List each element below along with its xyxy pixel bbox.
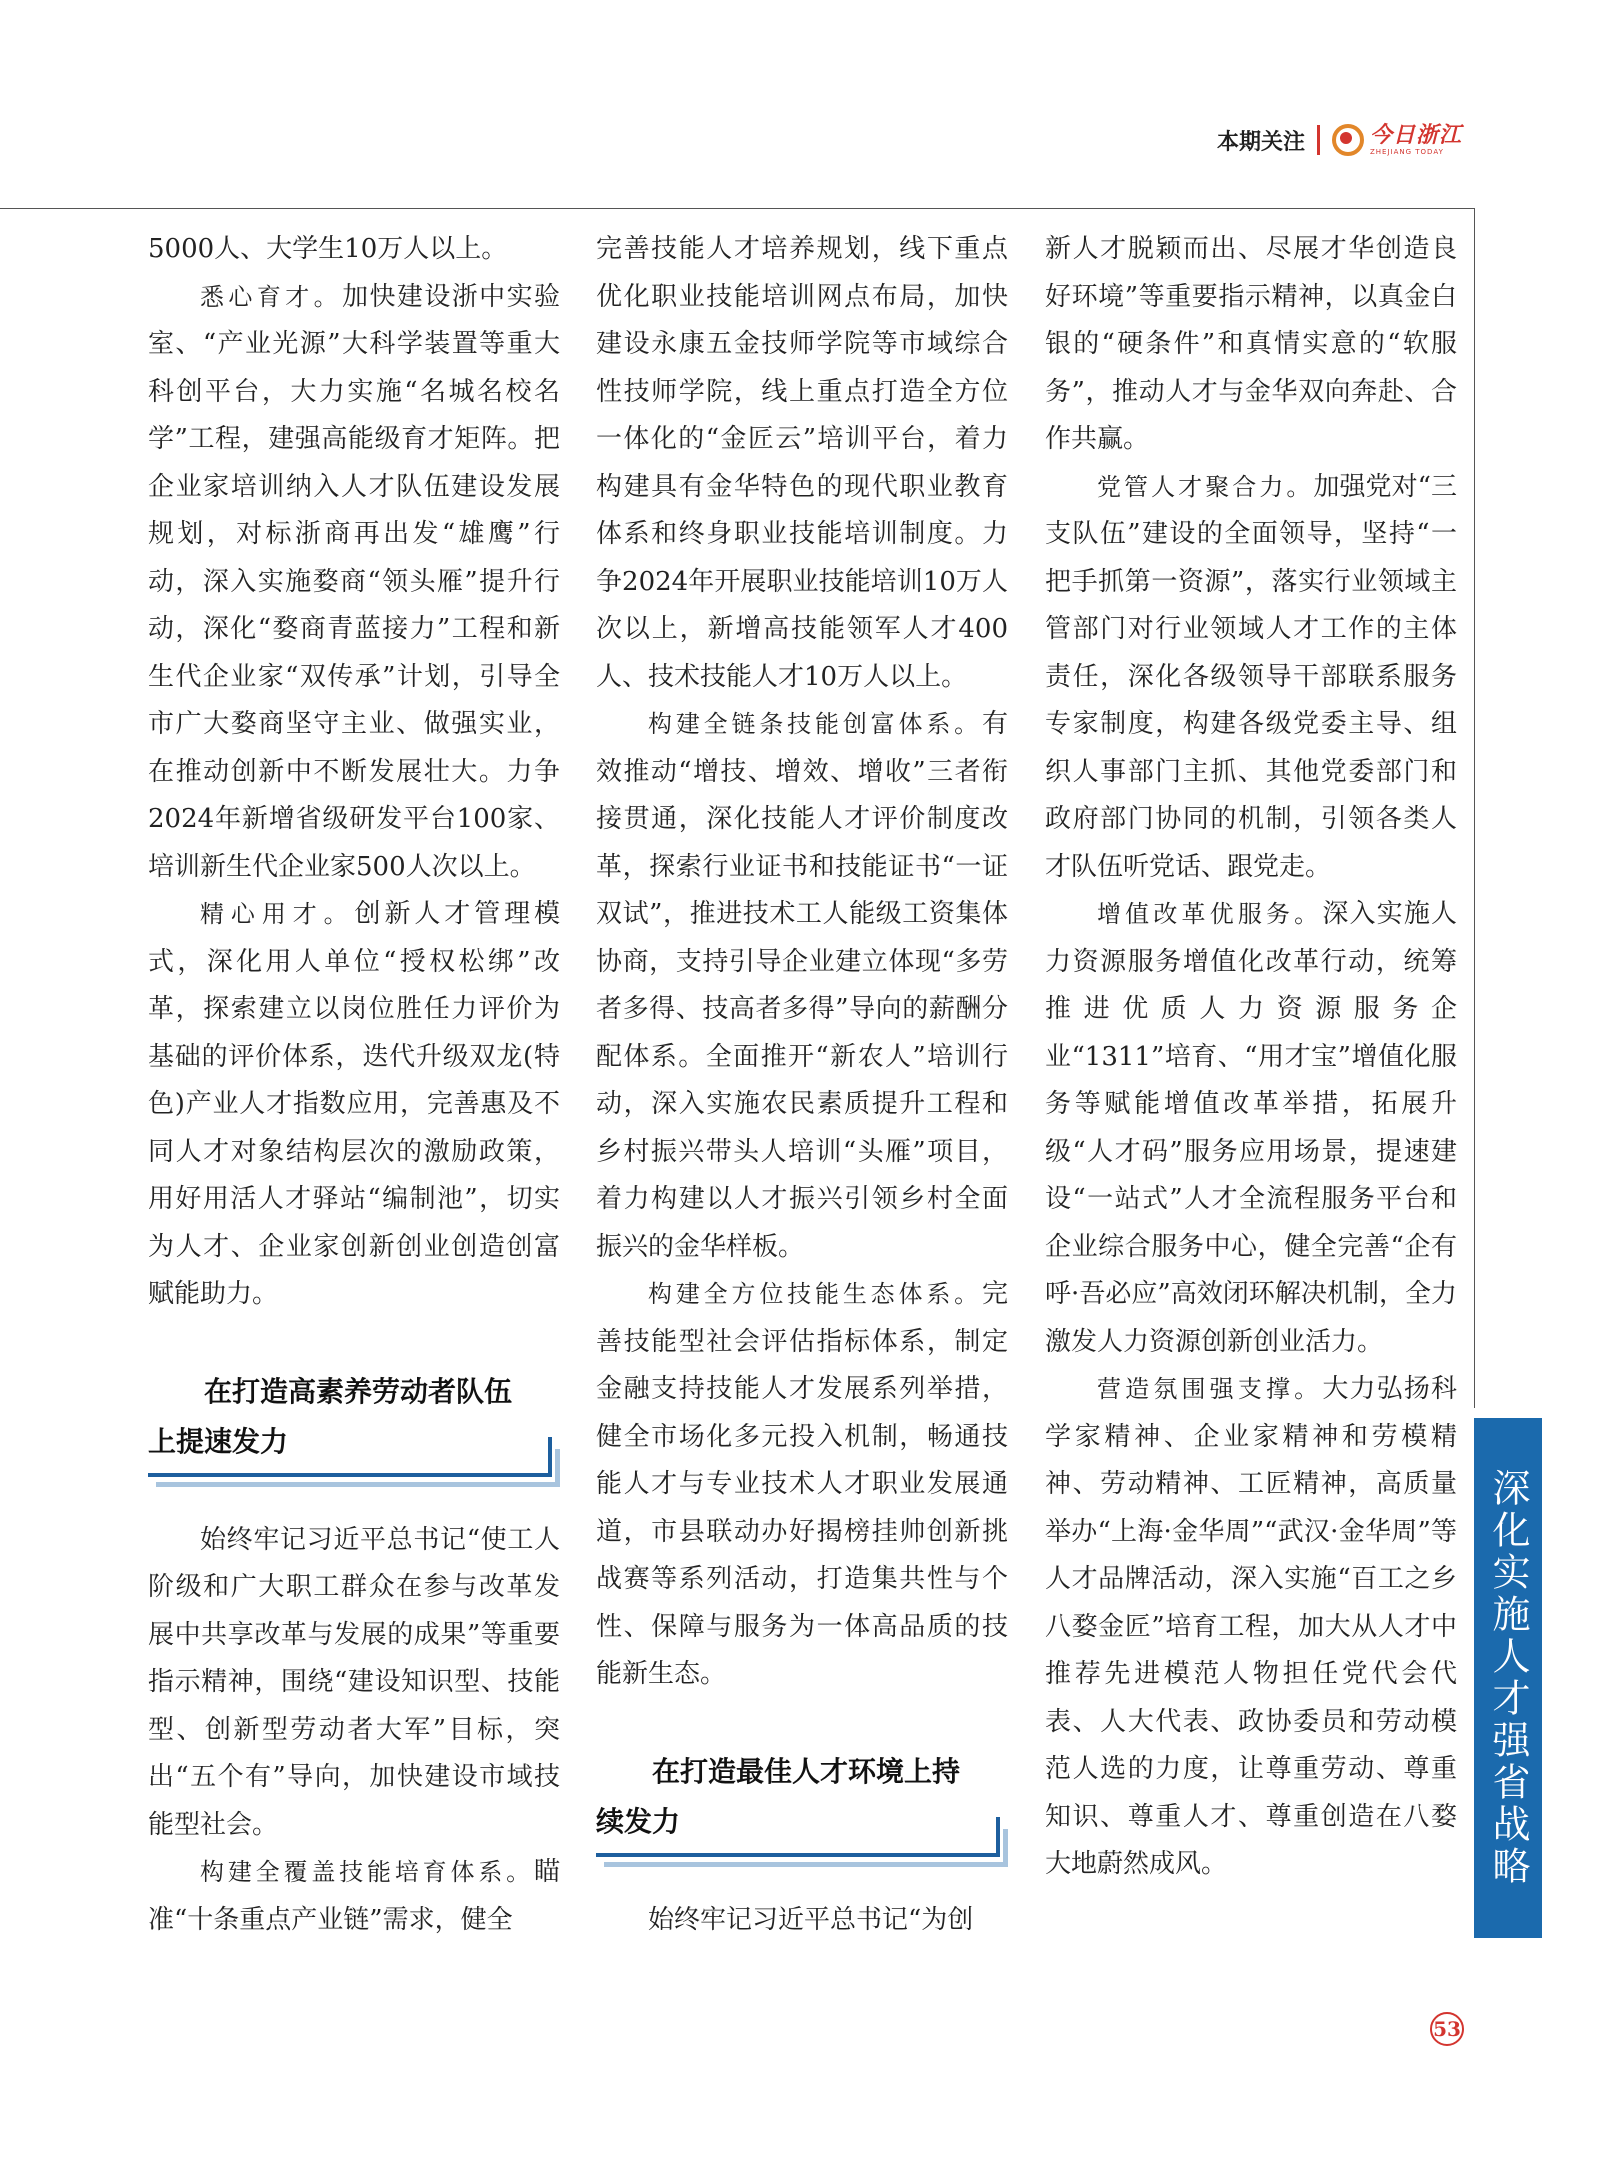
paragraph-keyword: 构建全链条技能创富体系。 [648,710,982,738]
text-column-3 [1045,226,1457,1889]
paragraph: 始终牢记习近平总书记“使工人阶级和广大职工群众在参与改革发展中共享改革与发展的成果”等重要指示精神，围绕“建设知识型、技能型、创新型劳动者大军”目标，突出“五个有”导向，加快建设市域技能型社会。 [148,1524,560,1840]
paragraph: 精心用才。创新人才管理模式，深化用人单位“授权松绑”改革，探索建立以岗位胜任力评价为基础的评价体系，迭代升级双龙(特色)产业人才指数应用，完善惠及不同人才对象结构层次的激励政策，用好用活人才驿站“编制池”，切实为人才、企业家创新创业创造创富赋能助力。 [148,899,560,1309]
top-rule [0,208,1474,209]
text-column-2 [596,226,1008,1944]
section-heading: 在打造高素养劳动者队伍 上提速发力 [148,1367,560,1477]
magazine-logo [1332,124,1462,156]
paragraph: 始终牢记习近平总书记“为创 [648,1904,974,1935]
paragraph-keyword: 增值改革优服务。 [1097,900,1323,928]
paragraph: 党管人才聚合力。加强党对“三支队伍”建设的全面领导，坚持“一把手抓第一资源”，落实行业领域主管部门对行业领域人才工作的主体责任，深化各级领导干部联系服务专家制度，构建各级党委主导、组织人事部门主抓、其他党委部门和政府部门协同的机制，引领各类人才队伍听党话、跟党走。 [1045,471,1458,882]
paragraph: 5000人、大学生10万人以上。 [148,234,508,264]
paragraph-keyword: 党管人才聚合力。 [1097,472,1314,501]
page-number: 53 [1430,2012,1464,2046]
paragraph: 悉心育才。加快建设浙中实验室、“产业光源”大科学装置等重大科创平台，大力实施“名城名校名学”工程，建强高能级育才矩阵。把企业家培训纳入人才队伍建设发展规划，对标浙商再出发“雄鹰”行动，深入实施婺商“领头雁”提升行动，深化“婺商青蓝接力”工程和新生代企业家“双传承”计划，引导全市广大婺商坚守主业、做强实业，在推动创新中不断发展壮大。力争2024年新增省级研发平台100家、培训新生代企业家500人次以上。 [148,281,560,882]
paragraph-keyword: 悉心育才。 [200,282,343,311]
paragraph: 完善技能人才培养规划，线下重点优化职业技能培训网点布局，加快建设永康五金技师学院等市域综合性技师学院，线上重点打造全方位一体化的“金匠云”培训平台，着力构建具有金华特色的现代职业教育体系和终身职业技能培训制度。力争2024年开展职业技能培训10万人次以上，新增高技能领军人才400人、技术技能人才10万人以上。 [596,234,1008,692]
paragraph-keyword: 营造氛围强支撑。 [1097,1375,1323,1403]
paragraph-keyword: 构建全覆盖技能培育体系。 [200,1858,534,1886]
paragraph: 增值改革优服务。深入实施人力资源服务增值化改革行动，统筹推进优质人力资源服务企业“1311”培育、“用才宝”增值化服务等赋能增值改革举措，拓展升级“人才码”服务应用场景，提速建设“一站式”人才全流程服务平台和企业综合服务中心，健全完善“企有呼·吾必应”高效闭环解决机制，全力激发人力资源创新创业活力。 [1045,899,1457,1357]
heading-underline [596,1853,998,1857]
paragraph: 构建全链条技能创富体系。有效推动“增技、增效、增收”三者衔接贯通，深化技能人才评价制度改革，探索行业证书和技能证书“一证双试”，推进技术工人能级工资集体协商，支持引导企业建立体现“多劳者多得、技高者多得”导向的薪酬分配体系。全面推开“新农人”培训行动，深入实施农民素质提升工程和乡村振兴带头人培训“头雁”项目，着力构建以人才振兴引领乡村全面振兴的金华样板。 [596,709,1008,1262]
paragraph-keyword: 精心用才。 [200,900,355,928]
logo-text: 今日浙江 [1369,122,1462,148]
text-column-1 [148,226,560,1944]
paragraph: 构建全覆盖技能培育体系。瞄准“十条重点产业链”需求，健全 [148,1857,560,1935]
paragraph: 构建全方位技能生态体系。完善技能型社会评估指标体系，制定金融支持技能人才发展系列举措，健全市场化多元投入机制，畅通技能人才与专业技术人才职业发展通道，市县联动办好揭榜挂帅创新挑战赛等系列活动，打造集共性与个性、保障与服务为一体高品质的技能新生态。 [596,1279,1008,1689]
logo-icon [1332,124,1364,156]
sidebar-label: 深化实施人才强省战略 [1486,1468,1530,1888]
paragraph-keyword: 构建全方位技能生态体系。 [648,1280,982,1308]
header-divider [1317,125,1320,155]
page-header [1217,118,1462,162]
paragraph: 新人才脱颖而出、尽展才华创造良好环境”等重要指示精神，以真金白银的“硬条件”和真情实意的“软服务”，推动人才与金华双向奔赴、合作共赢。 [1045,234,1457,454]
paragraph: 营造氛围强支撑。大力弘扬科学家精神、企业家精神和劳模精神、劳动精神、工匠精神，高质量举办“上海·金华周”“武汉·金华周”等人才品牌活动，深入实施“百工之乡八婺金匠”培育工程，加大从人才中推荐先进模范人物担任党代会代表、人大代表、政协委员和劳动模范人选的力度，让尊重劳动、尊重知识、尊重人才、尊重创造在八婺大地蔚然成风。 [1045,1374,1457,1879]
section-heading: 在打造最佳人才环境上持 续发力 [596,1747,1008,1857]
heading-underline [148,1473,550,1477]
logo-subtext: ZHEJIANG TODAY [1369,147,1444,156]
right-rule [1474,208,1475,1408]
section-title: 本期关注 [1216,129,1305,155]
topic-sidebar-tab [1474,1418,1542,1938]
